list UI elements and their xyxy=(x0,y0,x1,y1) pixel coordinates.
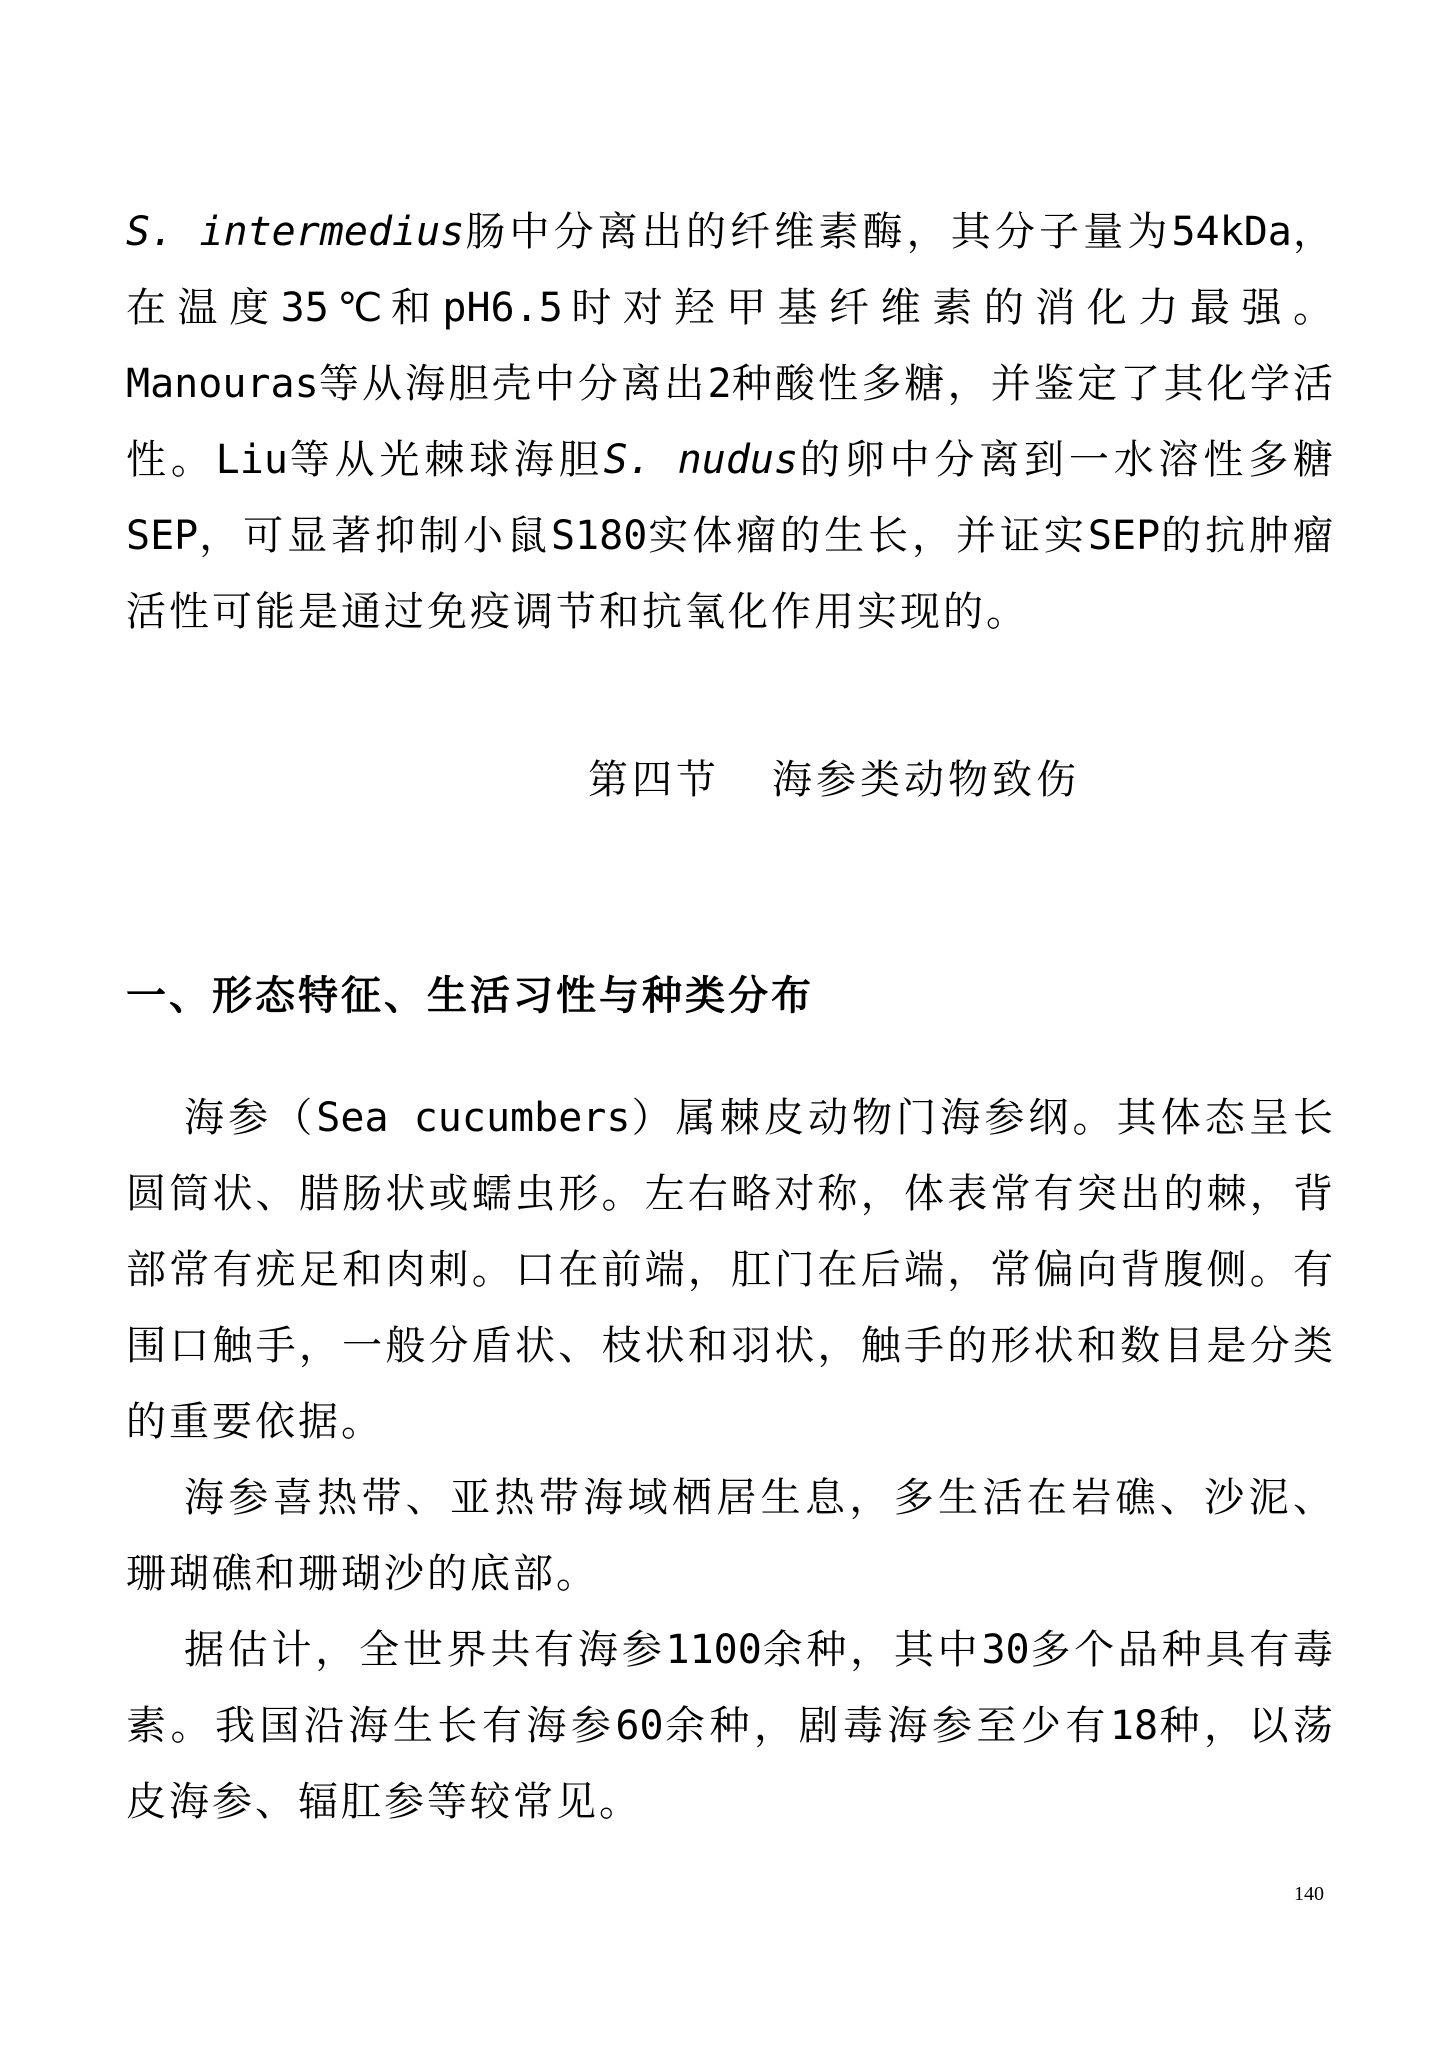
paragraph-habitat: 海参喜热带、亚热带海域栖居生息，多生活在岩礁、沙泥、珊瑚礁和珊瑚沙的底部。 xyxy=(126,1475,1336,1597)
author-name: Liu xyxy=(215,437,288,483)
text-run: 多个品种具有毒素。我国沿海生长有海参 xyxy=(126,1627,1337,1749)
value-run: pH6.5 xyxy=(442,285,563,331)
value-run: 30 xyxy=(981,1627,1030,1673)
species-name: S. intermedius xyxy=(126,209,465,255)
value-run: 54kDa xyxy=(1171,209,1292,255)
text-run: 余种，剧毒海参至少有 xyxy=(663,1703,1110,1749)
value-run: SEP xyxy=(1087,513,1161,559)
text-run: 实体瘤的生长，并证实 xyxy=(647,513,1088,559)
subheading: 一、形态特征、生活习性与种类分布 xyxy=(126,973,814,1019)
text-run: 等从光棘球海胆 xyxy=(287,437,604,483)
section-heading: 海参类动物致伤 xyxy=(772,757,1080,803)
value-run: 2 xyxy=(707,361,732,407)
value-run: 60 xyxy=(615,1703,664,1749)
text-run: ）属棘皮动物门海参纲。其体态呈长圆筒状、腊肠状或蠕虫形。左右略对称，体表常有突出的棘，背部常有疣足和肉刺。口在前端，肛门在后端，常偏向背腹侧。有围口触手，一般分盾状、枝状和羽状，触手的形状和数目是分类的重要依据。 xyxy=(126,1095,1337,1445)
text-run: ，可显著抑制小鼠 xyxy=(198,513,551,559)
paragraph-distribution xyxy=(126,1612,1336,1840)
text-run: 种，以荡皮海参、辐肛参等较常见。 xyxy=(126,1703,1337,1825)
text-run: 和 xyxy=(390,285,443,331)
english-term: Sea cucumbers xyxy=(316,1095,631,1141)
text-run: 海参（ xyxy=(184,1095,317,1141)
section-title xyxy=(0,752,1448,808)
value-run: S180 xyxy=(550,513,648,559)
author-name: Manouras xyxy=(126,361,319,407)
page-number: 140 xyxy=(1294,1883,1324,1905)
text-run: 时对羟甲基纤维素的消化力最强。 xyxy=(562,285,1336,331)
value-run: 18 xyxy=(1109,1703,1159,1749)
text-run: 等从海胆壳中分离出 xyxy=(318,361,708,407)
section-number: 第四节 xyxy=(588,757,720,803)
text-run: ，在温度 xyxy=(126,209,1337,331)
value-run: 35℃ xyxy=(280,285,391,331)
text-run: 种酸性多糖，并鉴定了其化学活性。 xyxy=(126,361,1337,483)
value-run: 1100 xyxy=(665,1627,762,1673)
text-run: 据估计，全世界共有海参 xyxy=(184,1627,666,1673)
text-run: 的抗肿瘤活性可能是通过免疫调节和抗氧化作用实现的。 xyxy=(126,513,1337,635)
value-run: SEP xyxy=(126,513,199,559)
species-name: S. nudus xyxy=(603,437,799,483)
text-run: 余种，其中 xyxy=(761,1627,982,1673)
text-run: 肠中分离出的纤维素酶，其分子量为 xyxy=(464,209,1172,255)
paragraph-morphology xyxy=(126,1080,1336,1460)
text-run: 的卵中分离到一水溶性多糖 xyxy=(798,437,1337,483)
top-paragraph xyxy=(126,194,1336,650)
